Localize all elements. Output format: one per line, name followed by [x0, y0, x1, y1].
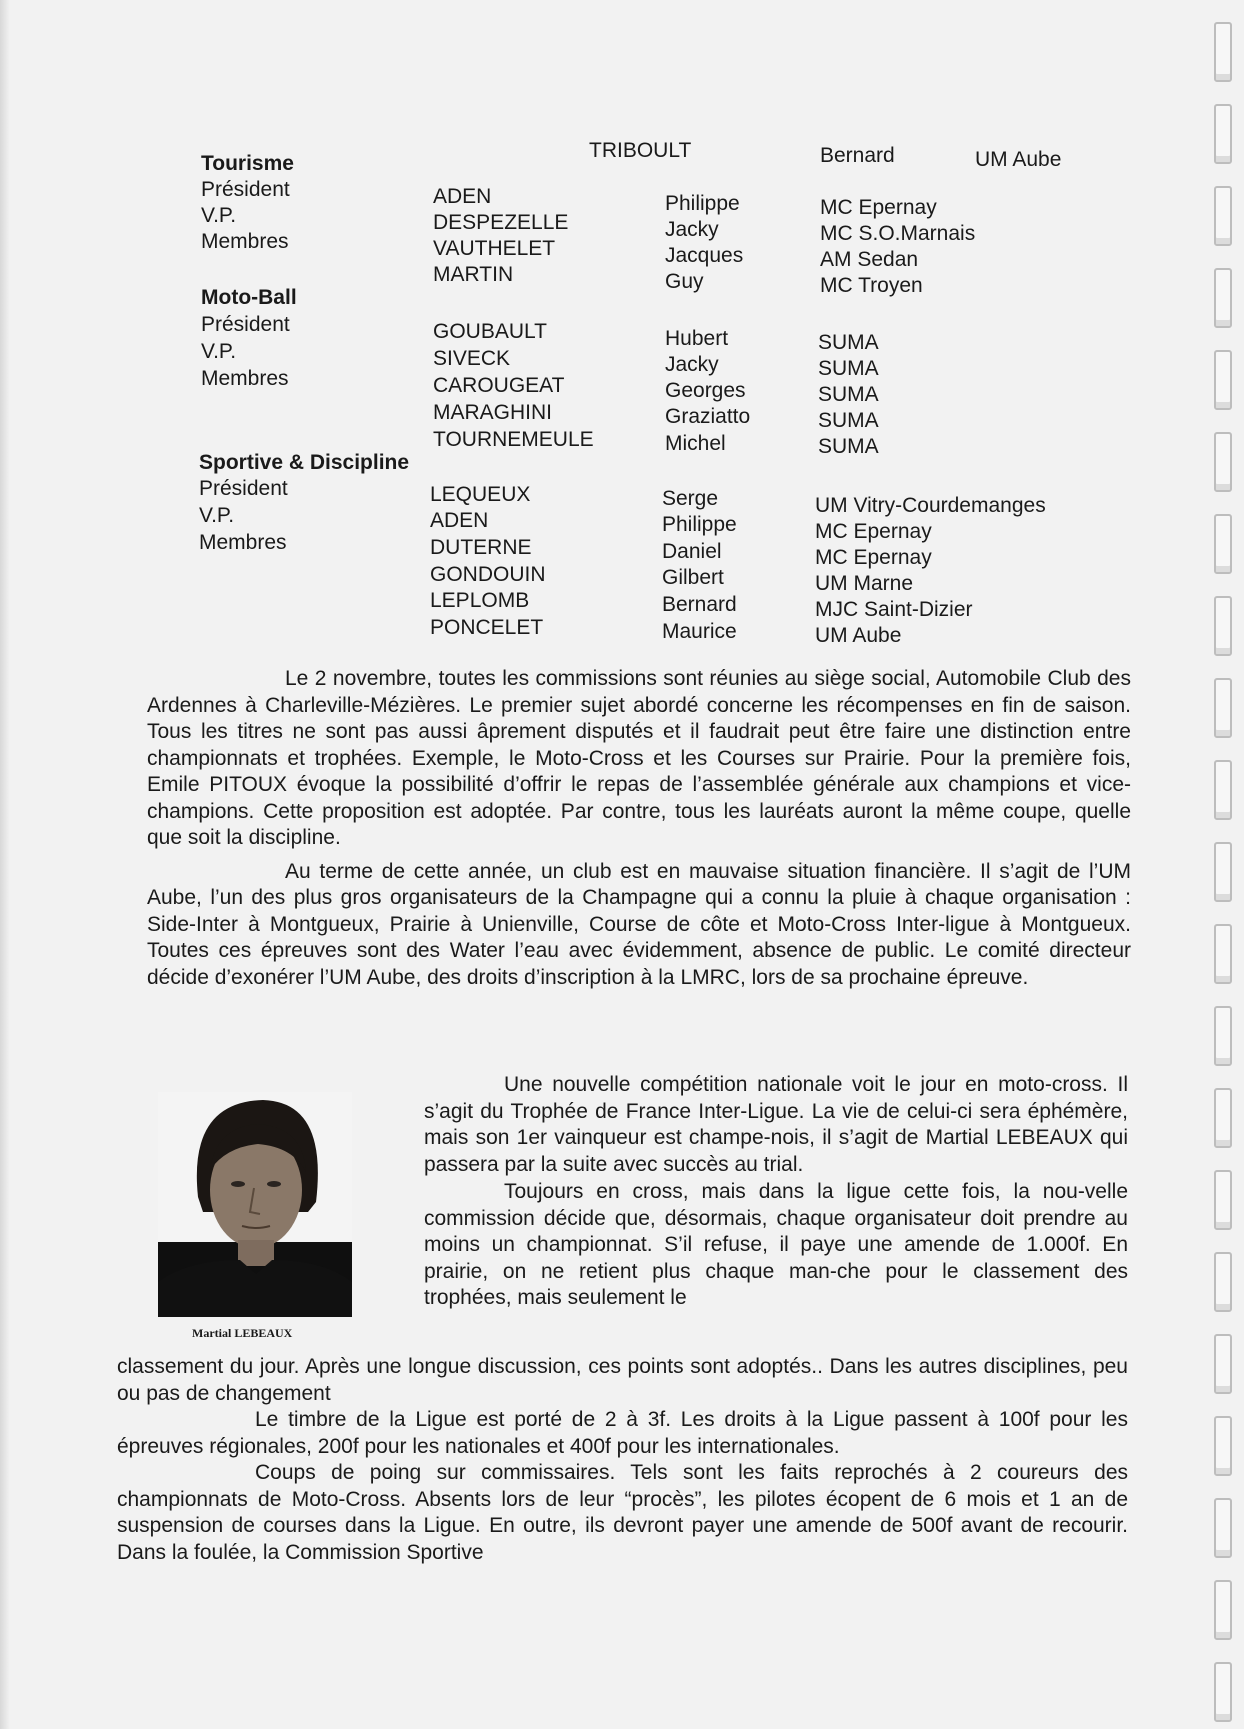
member-first: Philippe: [662, 513, 737, 536]
member-first: Maurice: [662, 620, 737, 643]
binding-hole: [1214, 432, 1232, 492]
top-row-first: Bernard: [820, 144, 895, 167]
member-name: TOURNEMEULE: [433, 428, 594, 451]
binding-hole: [1214, 186, 1232, 246]
member-club: UM Vitry-Courdemanges: [815, 494, 1046, 517]
binding-hole: [1214, 514, 1232, 574]
role-membres: Membres: [199, 531, 287, 554]
member-first: Serge: [662, 487, 719, 510]
binding-hole: [1214, 1580, 1232, 1640]
member-club: MJC Saint-Dizier: [815, 598, 973, 621]
member-name: GOUBAULT: [433, 320, 547, 343]
member-club: MC S.O.Marnais: [820, 222, 976, 245]
member-first: Bernard: [662, 593, 737, 616]
role-president: Président: [201, 313, 290, 336]
binding-hole: [1214, 268, 1232, 328]
paragraph: Toujours en cross, mais dans la ligue cette fois, la nou-velle commission décide que, désormais, chaque organisateur doit prendre au moins un championnat. S’il refuse, il paye une amende de 1.000f. En prairie, on ne retient plus chaque man-che pour le classement des trophées, mais seulement le: [424, 1180, 1128, 1309]
section-title-sportive-discipline: Sportive & Discipline: [199, 451, 410, 474]
member-name: ADEN: [430, 509, 489, 532]
body-text-bottom: [117, 1354, 1128, 1566]
member-club: UM Marne: [815, 572, 914, 595]
role-vp: V.P.: [201, 204, 237, 227]
member-first: Jacky: [665, 353, 719, 376]
member-club: MC Troyen: [820, 274, 923, 297]
binding-hole: [1214, 1416, 1232, 1476]
member-club: SUMA: [818, 383, 879, 406]
member-club: SUMA: [818, 357, 879, 380]
member-name: DUTERNE: [430, 536, 532, 559]
paragraph: Une nouvelle compétition nationale voit le jour en moto-cross. Il s’agit du Trophée de France Inter-Ligue. La vie de celui-ci sera éphémère, mais son 1er vainqueur est champe-nois, il s’agit de Martial LEBEAUX qui passera par la suite avec succès au trial.: [424, 1073, 1128, 1176]
binding-hole: [1214, 104, 1232, 164]
binding-hole: [1214, 1006, 1232, 1066]
portrait-image: [158, 1092, 352, 1317]
member-first: Hubert: [665, 327, 729, 350]
binding-hole: [1214, 1088, 1232, 1148]
body-text-wrapped: [424, 1072, 1128, 1312]
member-club: MC Epernay: [820, 196, 937, 219]
binding-hole: [1214, 1498, 1232, 1558]
member-first: Guy: [665, 270, 704, 293]
member-name: SIVECK: [433, 347, 511, 370]
member-name: LEQUEUX: [430, 483, 531, 506]
member-name: MARTIN: [433, 263, 514, 286]
binding-hole: [1214, 1334, 1232, 1394]
member-club: SUMA: [818, 435, 879, 458]
member-name: MARAGHINI: [433, 401, 553, 424]
paragraph: Le 2 novembre, toutes les commissions sont réunies au siège social, Automobile Club des Ardennes à Charleville-Mézières. Le premier sujet abordé concerne les récompenses en fin de saison. Tous les titres ne sont pas aussi âprement disputés et il faudrait peut être faire une distinction entre championnats et trophées. Exemple, le Moto-Cross et les Courses sur Prairie. Pour la première fois, Emile PITOUX évoque la possibilité d’offrir le repas de l’assemblée générale aux champions et vice-champions. Cette proposition est adoptée. Par contre, tous les lauréats auront la même coupe, quelle que soit la discipline.: [147, 667, 1131, 849]
member-club: SUMA: [818, 331, 879, 354]
member-name: LEPLOMB: [430, 589, 530, 612]
member-club: MC Epernay: [815, 520, 932, 543]
paragraph: Coups de poing sur commissaires. Tels sont les faits reprochés à 2 coureurs des championnats de Moto-Cross. Absents lors de leur “procès”, les pilotes écopent de 6 mois et 1 an de suspension de courses dans la Ligue. En outre, ils devront payer une amende de 500f avant de recourir. Dans la foulée, la Commission Sportive: [117, 1461, 1128, 1564]
member-name: PONCELET: [430, 616, 544, 639]
page-edge-shadow: [0, 0, 10, 1729]
member-first: Philippe: [665, 192, 740, 215]
photo-caption: Martial LEBEAUX: [192, 1326, 293, 1340]
top-row-club: UM Aube: [975, 148, 1062, 171]
role-vp: V.P.: [201, 340, 237, 363]
binding-hole: [1214, 596, 1232, 656]
member-club: UM Aube: [815, 624, 902, 647]
member-name: ADEN: [433, 185, 492, 208]
member-name: VAUTHELET: [433, 237, 556, 260]
section-title-moto-ball: Moto-Ball: [201, 286, 297, 309]
binding-hole: [1214, 842, 1232, 902]
member-first: Gilbert: [662, 566, 724, 589]
role-membres: Membres: [201, 367, 289, 390]
member-first: Daniel: [662, 540, 722, 563]
binding-hole: [1214, 760, 1232, 820]
member-name: DESPEZELLE: [433, 211, 569, 234]
binding-hole: [1214, 678, 1232, 738]
binding-hole: [1214, 1252, 1232, 1312]
paragraph: Le timbre de la Ligue est porté de 2 à 3f. Les droits à la Ligue passent à 100f pour les épreuves régionales, 200f pour les nationales et 400f pour les internationales.: [117, 1408, 1128, 1458]
role-membres: Membres: [201, 230, 289, 253]
body-text-top: [147, 666, 1131, 991]
member-first: Jacky: [665, 218, 719, 241]
binding-hole: [1214, 22, 1232, 82]
member-club: AM Sedan: [820, 248, 919, 271]
member-name: CAROUGEAT: [433, 374, 565, 397]
member-first: Michel: [665, 432, 726, 455]
binding-hole: [1214, 1662, 1232, 1722]
binding-hole: [1214, 1170, 1232, 1230]
role-president: Président: [201, 178, 290, 201]
paragraph: classement du jour. Après une longue discussion, ces points sont adoptés.. Dans les autres disciplines, peu ou pas de changement: [117, 1355, 1128, 1405]
member-club: SUMA: [818, 409, 879, 432]
member-first: Graziatto: [665, 405, 751, 428]
member-first: Jacques: [665, 244, 744, 267]
paragraph: Au terme de cette année, un club est en mauvaise situation financière. Il s’agit de l’UM Aube, l’un des plus gros organisateurs de la Champagne qui a connu la pluie à chaque organisation : Side-Inter à Montgueux, Prairie à Unienville, Course de côte et Moto-Cross Inter-ligue à Montgueux. Toutes ces épreuves sont des Water l’eau avec évidemment, absence de public. Le comité directeur décide d’exonérer l’UM Aube, des droits d’inscription à la LMRC, lors de sa prochaine épreuve.: [147, 859, 1131, 989]
portrait-photo: [158, 1092, 352, 1317]
section-title-tourisme: Tourisme: [201, 152, 294, 175]
member-club: MC Epernay: [815, 546, 932, 569]
role-vp: V.P.: [199, 504, 235, 527]
role-president: Président: [199, 477, 288, 500]
binding-hole: [1214, 924, 1232, 984]
top-row-name: TRIBOULT: [589, 139, 692, 162]
binding-hole: [1214, 350, 1232, 410]
spiral-binding: [1204, 0, 1244, 1729]
member-first: Georges: [665, 379, 746, 402]
member-name: GONDOUIN: [430, 563, 546, 586]
